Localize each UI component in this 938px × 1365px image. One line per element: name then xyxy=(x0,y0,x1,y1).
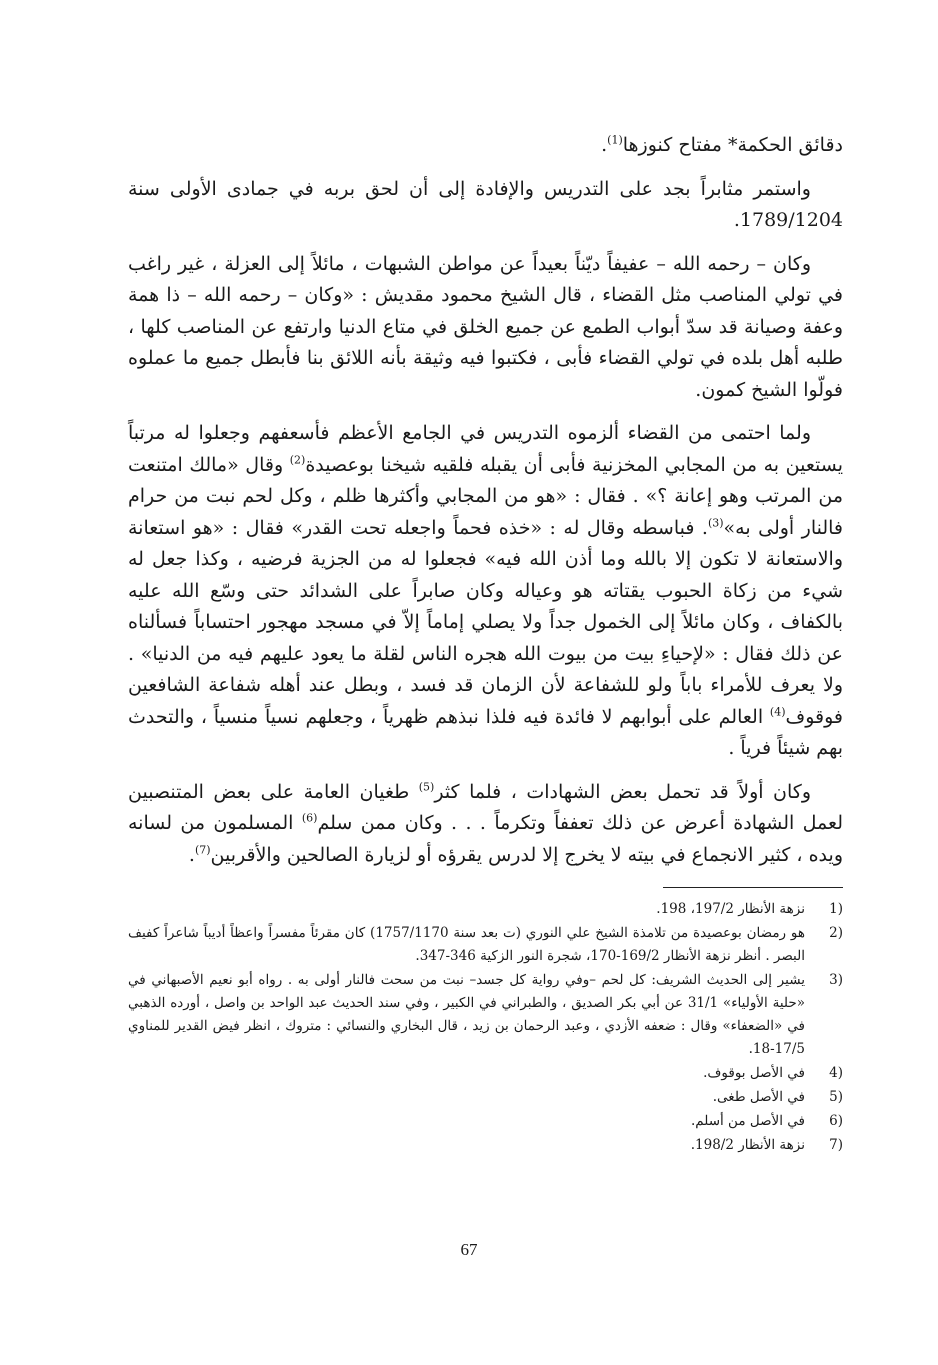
footnote-ref-5: (5) xyxy=(418,780,435,794)
footnote-ref-1: (1) xyxy=(607,133,623,147)
footnote-text: يشير إلى الحديث الشريف: كل لحم –وفي رواية كل جسد– نبت من سحت فالنار أولى به . رواه أبو نعيم الأصبهاني في «حلية الأولياء» 31/1 عن أبي بكر الصديق ، والطبراني في الكبير ، وفي سند الحديث عبد الواحد بن واصل ، أورده الذهبي في «الضعفاء» وقال : ضعفه الأزدي ، وعبد الرحمان بن زيد ، قال البخاري والنسائي : متروك ، انظر فيض القدير للمناوي 17/5-18. xyxy=(128,972,805,1057)
footnote-text: في الأصل من أسلم. xyxy=(690,1113,805,1129)
footnote-number: 2) xyxy=(829,925,843,941)
footnote-ref-4: (4) xyxy=(769,705,786,719)
paragraph-text: واستمر مثابراً بجد على التدريس والإفادة إلى أن لحق بربه في جمادى الأولى سنة 1789/1204. xyxy=(128,177,843,231)
paragraph-text: ولما احتمى من القضاء ألزموه التدريس في الجامع الأعظم فأسعفهم وجعلوا له مرتباً يستعين به من المجابي المخزنية فأبى أن يقبله فلقيه شيخنا بوعصيدة xyxy=(128,422,844,476)
footnote-number: 5) xyxy=(829,1089,843,1105)
paragraph-5 xyxy=(128,777,843,872)
footnote-1 xyxy=(128,898,843,921)
footnote-2 xyxy=(128,922,843,968)
footnote-number: 1) xyxy=(829,901,843,917)
footnote-number: 7) xyxy=(829,1137,843,1153)
footnote-number: 3) xyxy=(829,972,843,988)
paragraph-text: المسلمون من لسانه ويده ، كثير الانجماع في بيته لا يخرج إلا لدرس يقرؤه أو لزيارة الصالحين والأقربين xyxy=(128,812,843,866)
footnote-divider xyxy=(663,887,843,888)
footnote-3 xyxy=(128,969,843,1061)
footnote-text: نزهة الأنظار 197/2، 198. xyxy=(656,901,805,917)
paragraph-3 xyxy=(128,249,843,407)
footnote-number: 4) xyxy=(829,1065,843,1081)
page-number: 67 xyxy=(460,1240,478,1259)
paragraph-text: . xyxy=(188,843,195,866)
footnote-text: هو رمضان بوعصيدة من تلامذة الشيخ علي النوري (ت بعد سنة 1757/1170) كان مقرئاً مفسراً واعظاً أديباً شاعراً كفيف البصر . أنظر نزهة الأنظار 169/2-170، شجرة النور الزكية 346-347. xyxy=(128,925,805,964)
footnote-5 xyxy=(128,1086,843,1109)
paragraph-text: العالم على أبوابهم لا فائدة فيه فلذا نبذهم ظهرياً ، وجعلهم نسياً منسياً ، والتحدث بهم شيئاً فرياً . xyxy=(128,705,843,759)
footnotes xyxy=(128,898,843,1157)
paragraph-text: وكان أولاً قد تحمل بعض الشهادات ، فلما كثر xyxy=(434,780,812,803)
paragraph-4 xyxy=(128,418,843,765)
footnote-ref-3: (3) xyxy=(707,516,724,530)
paragraph-text: وقال «مالك امتنعت من المرتب وهو إعانة ؟» . فقال : «هو من المجابي وأكثرها ظلم ، وكل لحم نبت من حرام فالنار أولى به» xyxy=(128,453,843,539)
page-content xyxy=(128,130,843,1158)
paragraph-2 xyxy=(128,174,843,237)
footnote-text: في الأصل طغى. xyxy=(712,1089,805,1105)
paragraph-text: طغيان العامة على بعض المتنصبين لعمل الشهادة أعرض عن ذلك تعففاً وتكرماً . . . وكان ممن سلم xyxy=(128,780,843,834)
body-text xyxy=(128,130,843,871)
paragraph-1: دقائق الحكمة* مفتاح كنوزها$^{(1)}$. xyxy=(601,133,843,156)
footnote-text: نزهة الأنظار 198/2. xyxy=(690,1137,805,1153)
footnote-ref-2: (2) xyxy=(289,453,306,467)
paragraph-text: وكان – رحمه الله – عفيفاً ديّناً بعيداً عن مواطن الشبهات ، مائلاً إلى العزلة ، غير راغب في تولي المناصب مثل القضاء ، قال الشيخ محمود مقديش : «وكان – رحمه الله – ذا همة وعفة وصيانة قد سدّ أبواب الطمع عن جميع الخلق في متاع الدنيا وارتفع عن المناصب كلها ، طلبه أهل بلده في تولي القضاء فأبى ، فكتبوا فيه وثيقة بأنه اللائق بنا فأبطل جميع ما عملوه فولّوا الشيخ كمون. xyxy=(128,252,843,401)
footnote-4 xyxy=(128,1062,843,1085)
footnote-ref-7: (7) xyxy=(194,843,211,857)
footnote-number: 6) xyxy=(829,1113,843,1129)
paragraph-text: . فباسطه وقال له : «خذه فحماً واجعله تحت القدر» فقال : «هو استعانة والاستعانة لا تكون إلا بالله وما أذن الله فيه» فجعلوا له من الجزية فرضيه ، وكذا جعل له شيء من زكاة الحبوب يقتاته هو وعياله وكان صابراً على الشدائد حتى وسّع الله عليه بالكفاف ، وكان مائلاً إلى الخمول جداً ولا يصلي إماماً إلاّ في مسجد مهجور احتساباً فسألناه عن ذلك فقال : «لإحياءِ بيت من بيوت الله هجره الناس لقلة ما يعود عليهم فيه من الدنيا» . ولا يعرف للأمراء باباً ولو للشفاعة لأن الزمان قد فسد ، وبطل عند أهله شفاعة الشافعين فوقوف xyxy=(128,516,843,728)
footnote-6 xyxy=(128,1110,843,1133)
footnote-7 xyxy=(128,1134,843,1157)
footnote-text: في الأصل بوقوف. xyxy=(703,1065,805,1081)
paragraph-text: دقائق الحكمة* مفتاح كنوزها xyxy=(622,134,843,156)
footnote-ref-6: (6) xyxy=(301,811,318,825)
